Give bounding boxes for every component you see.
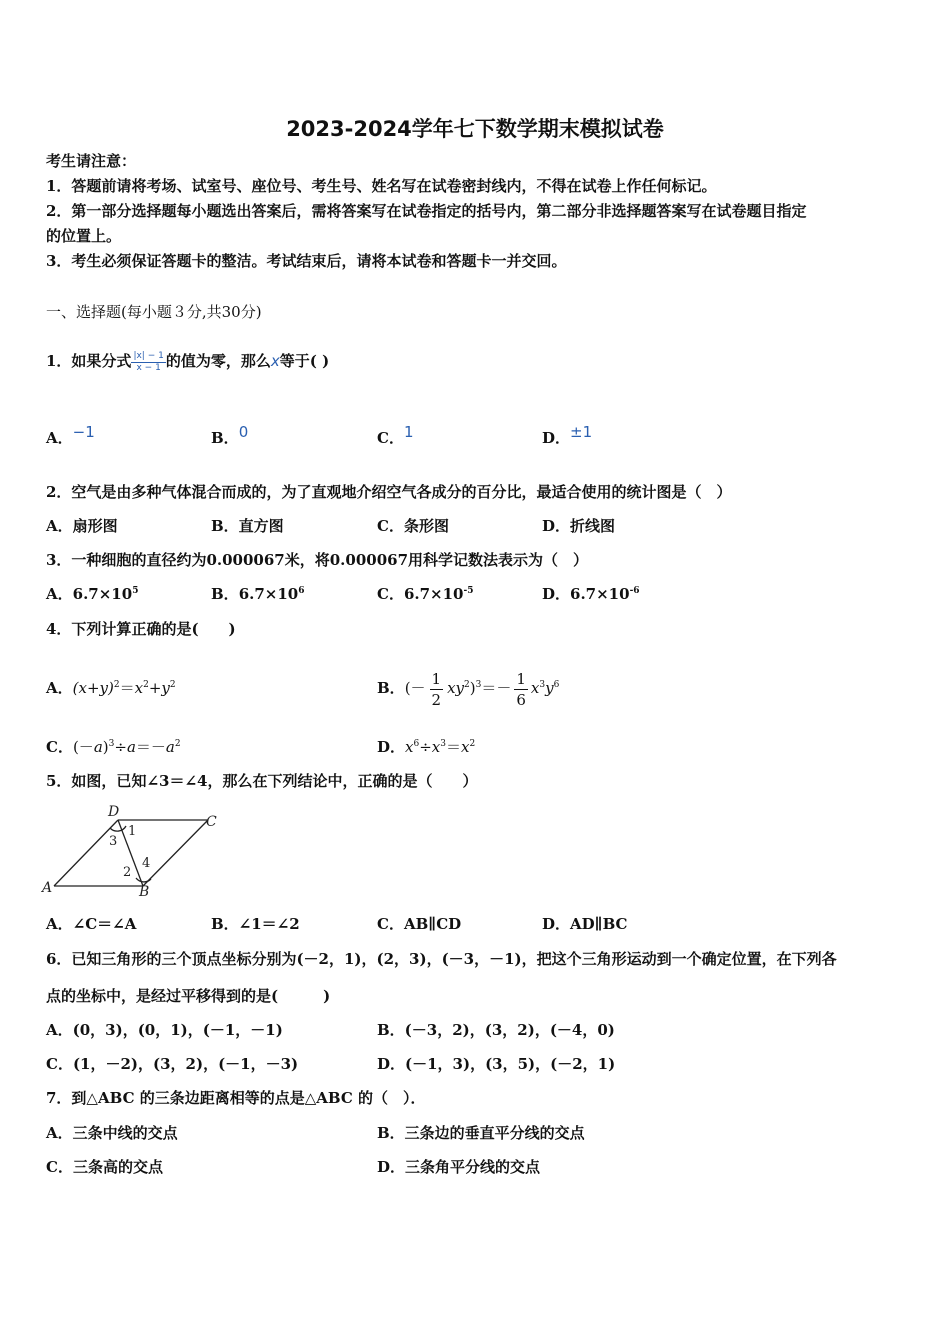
q1-var: x	[270, 352, 280, 370]
question-6-line-1: 6．已知三角形的三个顶点坐标分别为(－2，1)，(2，3)，(－3，－1)，把这个三角形运动到一个确定位置，在下列各	[46, 950, 837, 968]
question-2: 2．空气是由多种气体混合而成的，为了直观地介绍空气各成分的百分比，最适合使用的统计图是（ ）	[46, 483, 732, 501]
q1-option-a[interactable]	[46, 423, 95, 448]
q4-option-d-formula: $x^6\div x^3=x^2$	[405, 738, 476, 756]
angle-label-3: 3	[109, 834, 118, 849]
option-value: −1	[72, 423, 95, 441]
q1-suffix: 等于( )	[279, 352, 330, 370]
frac-den: 2	[431, 690, 442, 709]
page-title: 2023-2024学年七下数学期末模拟试卷	[286, 117, 664, 141]
option-label: B．	[377, 679, 405, 697]
label-d: D	[108, 804, 120, 820]
angle-label-1: 1	[128, 824, 137, 839]
option-label: A．	[46, 585, 73, 603]
q4-option-a[interactable]	[46, 678, 176, 698]
q5-option-b[interactable]: B．∠1＝∠2	[211, 915, 300, 933]
option-base: 6.7×10	[403, 585, 464, 603]
option-label: B．	[211, 585, 239, 603]
q3-option-a[interactable]	[46, 584, 138, 604]
q1-option-c[interactable]	[377, 423, 414, 448]
notice-heading: 考生请注意：	[46, 152, 137, 170]
frac-num: 1	[516, 669, 526, 688]
option-value: 1	[403, 423, 414, 441]
option-label: C．	[377, 585, 404, 603]
option-exponent: 5	[132, 586, 139, 596]
q2-option-a[interactable]: A．扇形图	[46, 517, 118, 535]
angle-label-2: 2	[123, 865, 132, 880]
label-b: B	[139, 884, 150, 900]
q7-option-a[interactable]: A．三条中线的交点	[46, 1124, 178, 1142]
question-5: 5．如图，已知∠3＝∠4，那么在下列结论中，正确的是（ ）	[46, 772, 478, 790]
q1-prefix: 1．如果分式	[46, 352, 132, 370]
q6-option-b[interactable]: B．(－3，2)，(3，2)，(－4，0)	[377, 1021, 615, 1039]
side-da	[54, 820, 118, 886]
q5-option-d[interactable]: D．AD∥BC	[542, 915, 628, 933]
q4-option-c[interactable]	[46, 737, 181, 757]
angle-label-4: 4	[142, 856, 151, 871]
question-1	[46, 336, 329, 386]
q3-option-d[interactable]	[542, 584, 640, 604]
notice-item: 1．答题前请将考场、试室号、座位号、考生号、姓名写在试卷密封线内，不得在试卷上作任何标记。	[46, 177, 717, 195]
option-base: 6.7×10	[72, 585, 133, 603]
notice-item: 3．考生必须保证答题卡的整洁。考试结束后，请将本试卷和答题卡一并交回。	[46, 252, 567, 270]
fraction-half	[430, 669, 444, 710]
parallelogram-figure	[40, 800, 230, 900]
option-label: A．	[46, 429, 73, 447]
option-base: 6.7×10	[570, 585, 630, 603]
question-7: 7．到△ABC 的三条边距离相等的点是△ABC 的（ ）．	[46, 1089, 426, 1107]
fraction-sixth	[514, 669, 528, 710]
q3-option-b[interactable]	[211, 584, 305, 604]
option-label: C．	[46, 738, 73, 756]
q3-option-c[interactable]	[377, 584, 474, 604]
option-value: ±1	[570, 423, 593, 441]
q4-option-a-formula: $(x+y)^2=x^2+y^2$	[72, 679, 176, 697]
option-label: B．	[211, 429, 239, 447]
q2-option-c[interactable]: C．条形图	[377, 517, 449, 535]
option-label: D．	[377, 738, 406, 756]
q7-option-d[interactable]: D．三条角平分线的交点	[377, 1158, 541, 1176]
q1-option-b[interactable]	[211, 423, 249, 448]
q5-option-a[interactable]: A．∠C＝∠A	[46, 915, 137, 933]
option-exponent: -5	[463, 586, 474, 596]
q2-option-d[interactable]: D．折线图	[542, 517, 616, 535]
q6-option-a[interactable]: A．(0，3)，(0，1)，(－1，－1)	[46, 1021, 283, 1039]
label-a: A	[42, 880, 53, 896]
q1-option-d[interactable]	[542, 423, 593, 448]
question-4: 4．下列计算正确的是( )	[46, 620, 236, 638]
q2-option-b[interactable]: B．直方图	[211, 517, 284, 535]
frac-num: 1	[431, 669, 442, 688]
label-c: C	[206, 814, 217, 830]
notice-item: 的位置上。	[46, 227, 122, 245]
option-exponent: 6	[298, 586, 305, 596]
option-value: 0	[238, 423, 249, 441]
q6-option-d[interactable]: D．(－1，3)，(3，5)，(－2，1)	[377, 1055, 616, 1073]
option-label: D．	[542, 585, 571, 603]
q4-option-d[interactable]	[377, 737, 475, 757]
q1-frac-num: |x| − 1	[133, 350, 164, 361]
question-3: 3．一种细胞的直径约为0.000067米，将0.000067用科学记数法表示为（ ）	[46, 551, 589, 569]
option-label: D．	[542, 429, 571, 447]
frac-den: 6	[516, 690, 526, 709]
q1-frac-den: x − 1	[136, 362, 161, 373]
q6-option-c[interactable]: C．(1，－2)，(3，2)，(－1，－3)	[46, 1055, 299, 1073]
option-label: A．	[46, 679, 73, 697]
option-exponent: -6	[629, 586, 640, 596]
angle-arc-d	[110, 826, 126, 831]
option-base: 6.7×10	[238, 585, 299, 603]
notice-item: 2．第一部分选择题每小题选出答案后，需将答案写在试卷指定的括号内，第二部分非选择题答案写在试卷题目指定	[46, 202, 807, 220]
q7-option-b[interactable]: B．三条边的垂直平分线的交点	[377, 1124, 585, 1142]
q5-option-c[interactable]: C．AB∥CD	[377, 915, 462, 933]
q7-option-c[interactable]: C．三条高的交点	[46, 1158, 163, 1176]
q1-mid: 的值为零，那么	[165, 352, 271, 370]
q4-option-b-formula: (－ $\frac{1}{2}$ $xy^2)^3=-$ $\frac{1}{6}$ $x^3y^6$	[404, 669, 560, 709]
side-bc	[143, 820, 208, 886]
q4-option-c-formula: $(-a)^3\div a=-a^2$	[72, 738, 181, 756]
q4-option-b[interactable]	[377, 656, 559, 720]
q1-fraction	[131, 351, 165, 374]
section-heading: 一、选择题(每小题３分,共30分)	[46, 303, 262, 321]
option-label: C．	[377, 429, 404, 447]
question-6-line-2: 点的坐标中，是经过平移得到的是( )	[46, 987, 331, 1005]
